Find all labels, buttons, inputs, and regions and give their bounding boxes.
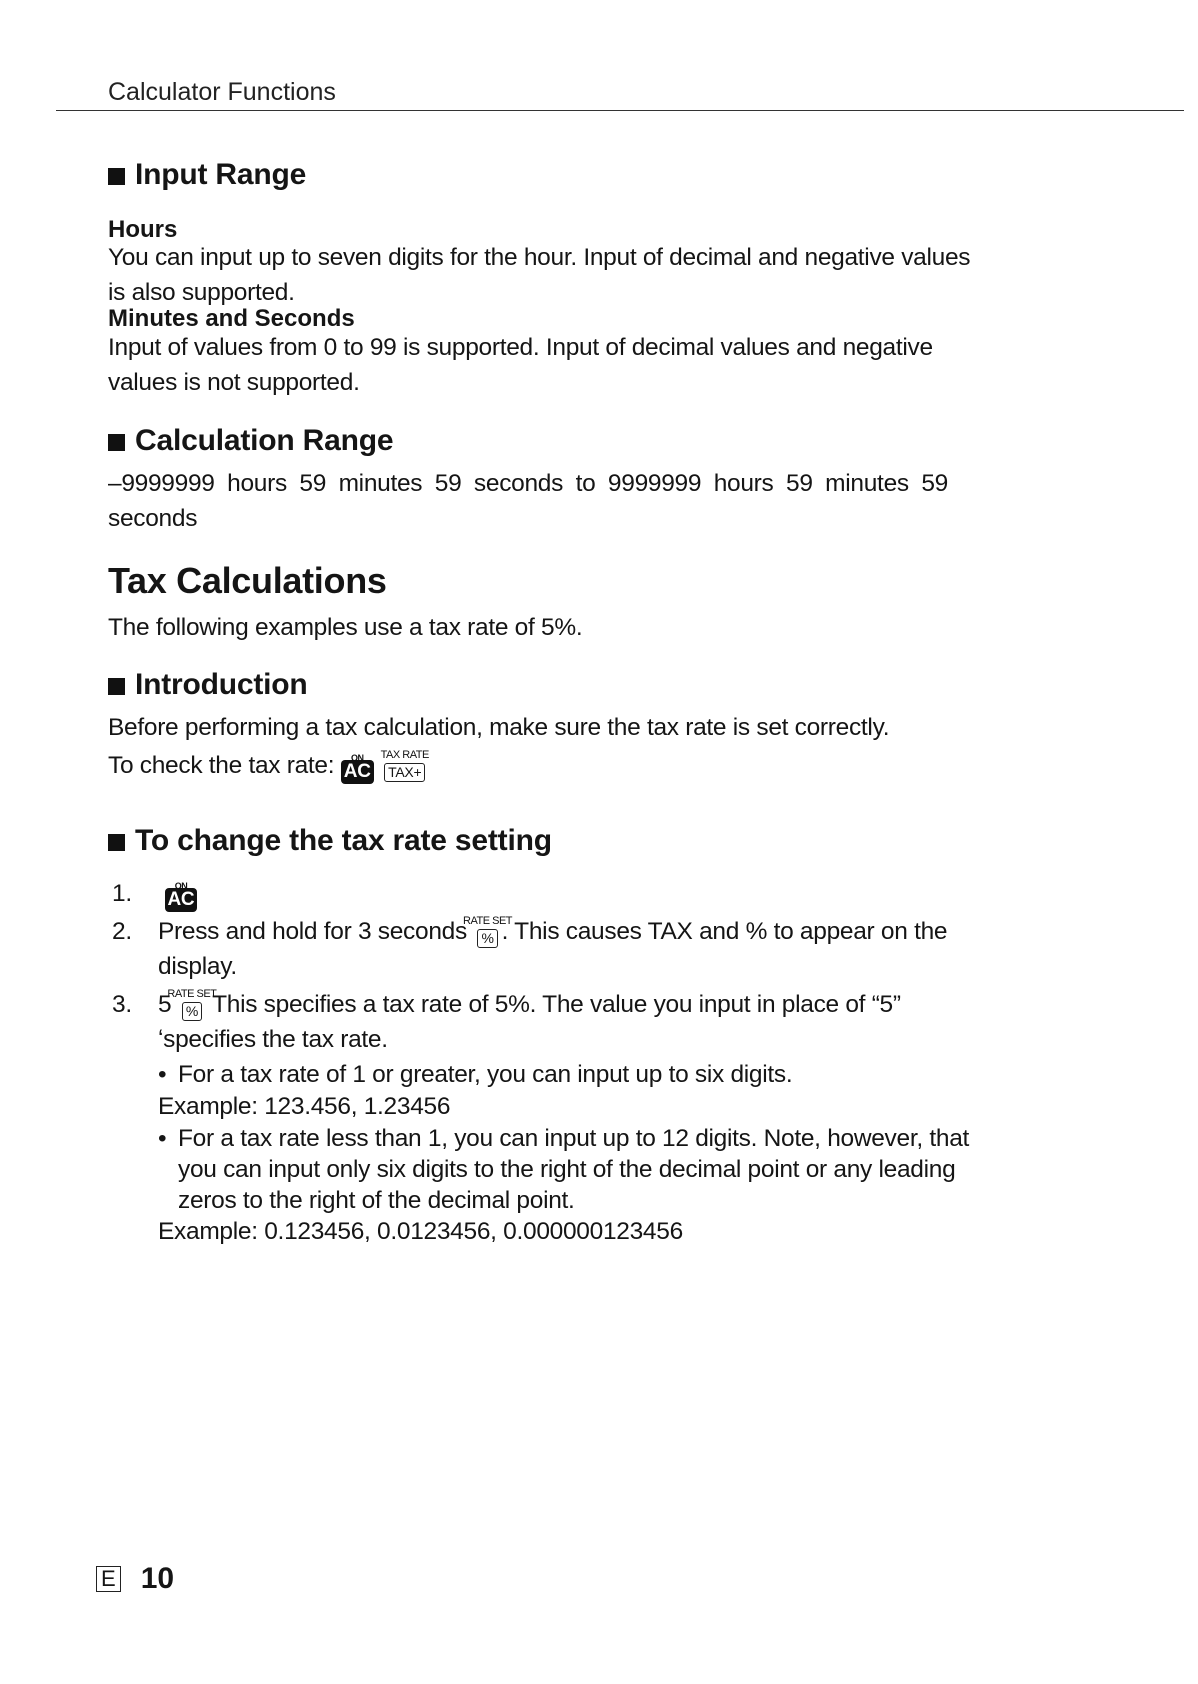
text-line: Input of values from 0 to 99 is supported. Input of decimal values and negative: [108, 334, 933, 361]
percent-key-icon: [463, 915, 513, 948]
step-3: [112, 987, 1112, 1057]
text-line: seconds: [108, 505, 198, 532]
bullet-icon: •: [158, 1061, 167, 1088]
step-text: . This causes TAX and % to appear on the: [501, 918, 948, 945]
introduction-text: Before performing a tax calculation, make sure the tax rate is set correctly.: [108, 714, 890, 741]
page-footer: [96, 1562, 174, 1596]
note-example: Example: 0.123456, 0.0123456, 0.000000123456: [158, 1218, 683, 1245]
text-line: values is not supported.: [108, 369, 360, 396]
key-top-label: ON: [350, 753, 364, 763]
text-line: You can input up to seven digits for the hour. Input of decimal and negative values: [108, 244, 971, 271]
note-text: For a tax rate less than 1, you can input up to 12 digits. Note, however, that: [178, 1125, 970, 1152]
minutes-seconds-text: [108, 330, 933, 400]
step-text: Press and hold for 3 seconds: [158, 918, 467, 945]
step-number: 2.: [112, 918, 132, 945]
key-top-label: TAX RATE: [380, 749, 429, 761]
key-top-label: ON: [174, 881, 188, 891]
key-top-label: RATE SET: [167, 988, 217, 1000]
text-line: is also supported.: [108, 279, 295, 306]
key-label: AC: [343, 761, 371, 782]
note-text: you can input only six digits to the right of the decimal point or any leading: [178, 1156, 956, 1183]
step-1: [112, 876, 1112, 912]
hours-label: Hours: [108, 216, 178, 243]
calculation-range-text: [108, 466, 948, 536]
tax-calculations-intro: The following examples use a tax rate of 5%.: [108, 614, 583, 641]
note-2: [112, 1123, 1112, 1247]
header-rule: [56, 110, 1184, 111]
language-badge: E: [96, 1566, 121, 1592]
heading-text: Introduction: [135, 668, 308, 701]
minutes-seconds-label: Minutes and Seconds: [108, 305, 355, 332]
square-bullet-icon: [108, 434, 125, 451]
step-list: [112, 876, 1112, 1247]
key-label: %: [185, 1003, 198, 1019]
heading-text: To change the tax rate setting: [135, 824, 552, 857]
ac-key-icon: [341, 753, 374, 784]
step-prefix: 5: [158, 991, 172, 1018]
square-bullet-icon: [108, 168, 125, 185]
running-header: Calculator Functions: [108, 78, 336, 106]
note-text: zeros to the right of the decimal point.: [178, 1187, 575, 1214]
key-label: AC: [167, 889, 195, 910]
tax-plus-key-icon: [380, 749, 429, 782]
square-bullet-icon: [108, 834, 125, 851]
bullet-icon: •: [158, 1125, 167, 1152]
percent-key-icon: [167, 988, 217, 1021]
step-number: 3.: [112, 991, 132, 1018]
introduction-heading: [108, 668, 308, 702]
step-text-continued: ʻspecifies the tax rate.: [158, 1026, 388, 1053]
ac-key-icon: [165, 881, 198, 912]
heading-text: Calculation Range: [135, 424, 394, 457]
note-1: [112, 1059, 1112, 1123]
step-number: 1.: [112, 880, 132, 907]
text-line: –9999999 hours 59 minutes 59 seconds to 9999999 hours 59 minutes 59: [108, 470, 948, 497]
step-text: This specifies a tax rate of 5%. The value you input in place of “5”: [212, 991, 901, 1018]
heading-text: Input Range: [135, 158, 307, 191]
input-range-heading: [108, 158, 306, 192]
key-label: TAX+: [388, 764, 422, 780]
square-bullet-icon: [108, 678, 125, 695]
change-rate-heading: [108, 824, 552, 858]
calculation-range-heading: [108, 424, 393, 458]
step-2: [112, 914, 1112, 984]
key-top-label: RATE SET: [463, 915, 513, 927]
note-text: For a tax rate of 1 or greater, you can input up to six digits.: [178, 1061, 793, 1088]
tax-calculations-title: Tax Calculations: [108, 560, 387, 601]
note-example: Example: 123.456, 1.23456: [158, 1093, 451, 1120]
key-label: %: [481, 930, 494, 946]
step-text-continued: display.: [158, 953, 237, 980]
hours-text: [108, 240, 970, 310]
check-tax-rate-line: [108, 748, 429, 784]
page-number: 10: [140, 1562, 175, 1595]
check-text: To check the tax rate:: [108, 752, 335, 779]
